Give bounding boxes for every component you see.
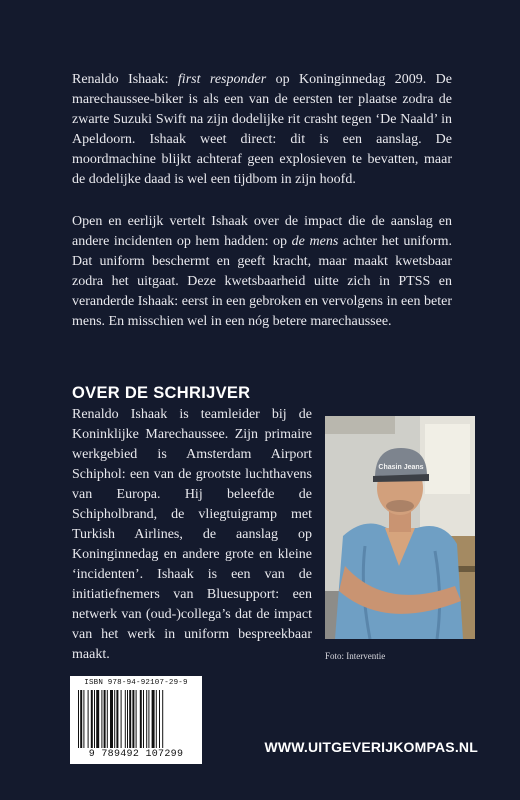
barcode [70,676,202,764]
author-photo [325,416,475,639]
author-heading: OVER DE SCHRIJVER [72,384,251,402]
emphasis-first-responder: first responder [177,72,267,87]
intro-paragraph-2: Open en eerlijk vertelt Ishaak over de impact die de aanslag en andere incidenten op hem hadden: op de mens achter het uniform. Dat uniform beschermt en geeft kracht, maar maakt kwetsbaar zodra het uitgaat. Deze kwetsbaarheid uitte zich in PTSS en veranderde Ishaak: eerst in een gebroken en vervolgens in een beter mens. En misschien wel in een nóg betere marechaussee. [72,214,452,329]
isbn-text: ISBN 978-94-92107-29-9 [84,679,188,687]
cap-logo-text: Chasin Jeans [378,464,424,471]
photo-caption: Foto: Interventie [325,651,386,661]
barcode-bars [78,690,200,748]
emphasis-de-mens: de mens [291,234,339,249]
intro-paragraph-1: Renaldo Ishaak: first responder op Koninginnedag 2009. De marechaussee-biker is als een van de eersten ter plaatse zodra de zwarte Suzuki Swift na zijn dodelijke rit crasht tegen ‘De Naald’ in Apeldoorn. Ishaak weet direct: dit is een aanslag. De moordmachine blijkt achteraf geen explosieven te bevatten, maar de dodelijke daad is wel een tijdbom in zijn hoofd. [72,72,452,187]
publisher-website: WWW.UITGEVERIJKOMPAS.NL [264,739,478,755]
barcode-digits: 9 789492 107299 [88,749,184,760]
author-bio: Renaldo Ishaak is teamleider bij de Koninklijke Marechaussee. Zijn primaire werkgebied is Amsterdam Airport Schiphol: een van de grootste luchthavens van Europa. Hij beleefde de Schipholbrand, de vliegtuigramp met Turkish Airlines, de aanslag op Koninginnedag en andere grote en kleine ‘incidenten’. Ishaak is een van de initiatiefnemers van Bluesupport: een netwerk van (oud-)collega’s dat de impact van het werk in uniform bespreekbaar maakt. [72,407,312,662]
